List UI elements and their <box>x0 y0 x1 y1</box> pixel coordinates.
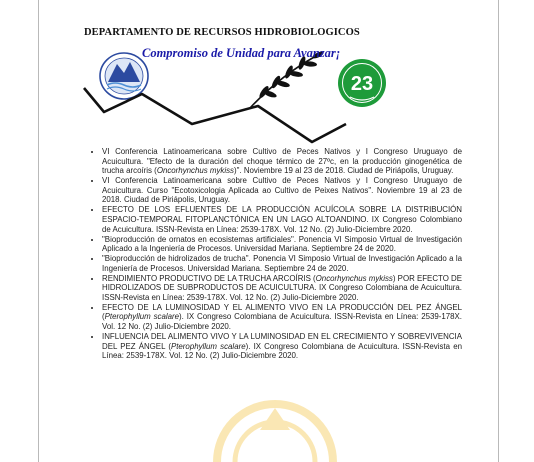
item-text: EFECTO DE LA LUMINOSIDAD Y EL ALIMENTO VIVO EN LA PRODUCCIÓN DEL PEZ ÁNGEL ( <box>102 302 462 322</box>
list-item <box>102 147 462 176</box>
publications-list <box>88 147 462 361</box>
slogan: Compromiso de Unidad para Avanzar¡ <box>142 46 341 60</box>
list-item <box>102 254 462 273</box>
item-text: )". Noviembre 19 al 23 de 2018. Ciudad de Piriápolis, Uruguay. <box>234 166 454 176</box>
species-name: Pterophyllum scalare <box>170 341 246 351</box>
item-text: ). IX Congreso Colombiana de Acuicultura. ISSN-Revista en Línea: 2539-178X. Vol. 12 No. (2) Julio-Diciembre 2020. <box>102 312 462 332</box>
item-text: ) POR EFECTO DE HIDROLIZADOS DE SUBPRODUCTOS DE ACUICULTURA. IX Congreso Colombiana de Acuicultura. ISSN-Revista en Línea: 2539-178X. Vol. 12 No. (2) Julio-Diciembre 2020. <box>102 273 462 302</box>
list-item <box>102 176 462 205</box>
page-border-right <box>498 0 499 462</box>
list-item <box>102 303 462 332</box>
watermark-logo <box>190 400 360 462</box>
species-name: Pterophyllum scalare <box>104 312 180 322</box>
list-item <box>102 235 462 254</box>
department-logo-icon <box>100 53 148 99</box>
item-text: VI Conferencia Latinoamericana sobre Cultivo de Peces Nativos y I Congreso Uruguayo de Acuicultura. Curso "Ecotoxicologia Aplicada ao Cultivo de Peixes Nativos". Noviembre 19 al 23 de 2018. Ciudad de Piriápolis, Uruguay. <box>102 176 462 205</box>
species-name: Oncorhynchus mykiss <box>156 166 234 176</box>
item-text: "Bioproducción de hidrolizados de trucha". Ponencia VI Simposio Virtual de Investigación Aplicado a la Ingeniería de Procesos. Universidad Mariana. Septiembre 24 de 2020. <box>102 254 462 273</box>
item-text: "Bioproducción de ornatos en ecosistemas artificiales". Ponencia VI Simposio Virtual de Investigación Aplicado a la Ingeniería de Procesos. Universidad Mariana. Septiembre 24 de 2020. <box>102 234 462 254</box>
list-item <box>102 274 462 303</box>
item-text: VI Conferencia Latinoamericana sobre Cultivo de Peces Nativos y I Congreso Uruguayo de Acuicultura. "Efecto de la duración del choque térmico de 27ºc, en la producción ginogenética de trucha arcoíris ( <box>102 147 462 176</box>
department-title: DEPARTAMENTO DE RECURSOS HIDROBIOLOGICOS <box>84 27 360 38</box>
item-text: INFLUENCIA DEL ALIMENTO VIVO Y LA LUMINOSIDAD EN EL CRECIMIENTO Y SOBREVIVENCIA DEL PEZ ÁNGEL ( <box>102 332 462 351</box>
page-border-left <box>38 0 39 462</box>
badge-number: 23 <box>350 73 374 95</box>
list-item <box>102 332 462 361</box>
item-text: EFECTO DE LOS EFLUENTES DE LA PRODUCCIÓN ACUÍCOLA SOBRE LA DISTRIBUCIÓN ESPACIO-TEMPORAL FITOPLANCTÓNICA EN UN LAGO ALTOANDINO. IX Congreso Colombiano de Acuicultura. ISSN-Revista en Línea: 2539-178X. Vol. 12 No. (2) Julio-Diciembre 2020. <box>102 205 462 234</box>
anniversary-badge-icon <box>336 57 388 109</box>
item-text: ). IX Congreso Colombiana de Acuicultura. ISSN-Revista en Línea: 2539-178X. Vol. 12 No. (2) Julio-Diciembre 2020. <box>102 341 462 361</box>
item-text: RENDIMIENTO PRODUCTIVO DE LA TRUCHA ARCOÍRIS ( <box>102 273 316 283</box>
species-name: Oncorhynchus mykiss <box>315 273 393 283</box>
list-item <box>102 205 462 234</box>
